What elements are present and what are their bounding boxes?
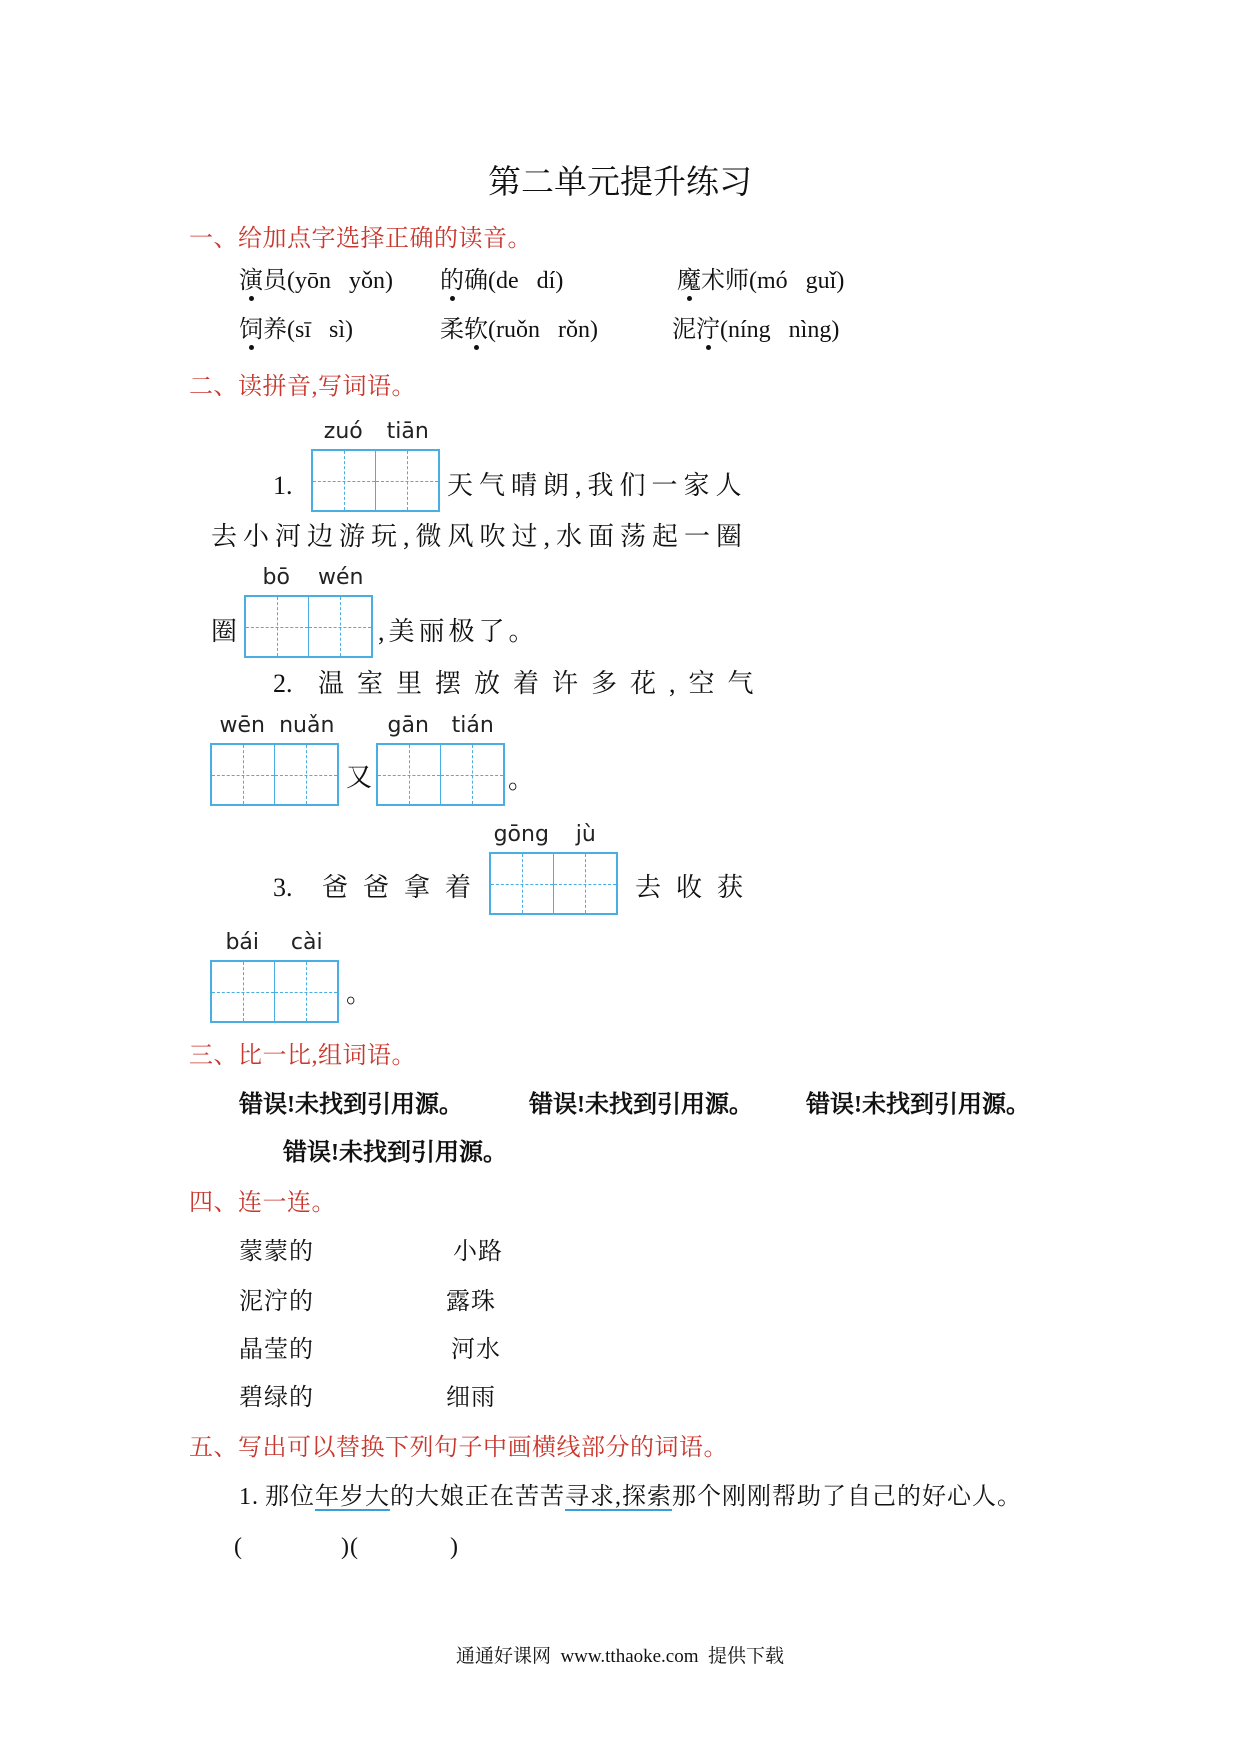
dotted-character: 饲: [239, 317, 263, 343]
writing-cell: [274, 962, 337, 1021]
question-text: ,美丽极了。: [378, 617, 539, 646]
reading-item: [677, 266, 844, 296]
writing-cell: [375, 451, 438, 510]
pinyin-row: [210, 713, 339, 739]
writing-grid: [376, 713, 505, 806]
question-text: 去收获: [635, 873, 759, 902]
dotted-character: 魔: [677, 268, 701, 294]
question-number: 3.: [273, 873, 293, 902]
pinyin-syllable: jù: [575, 822, 596, 847]
pinyin-syllable: wén: [318, 565, 364, 590]
question-number: 1.: [273, 471, 293, 500]
pinyin-row: [311, 419, 440, 445]
pinyin-syllable: cài: [290, 930, 323, 955]
pinyin-options: (mó guǐ): [749, 268, 845, 294]
word-start: 泥: [672, 317, 696, 343]
question-text: 爸爸拿着: [322, 873, 487, 902]
section-heading-1: 一、给加点字选择正确的读音。: [189, 226, 532, 252]
pinyin-row: [376, 713, 505, 739]
writing-grid: [210, 713, 339, 806]
match-left-item: 晶莹的: [239, 1337, 314, 1363]
match-left-item: 碧绿的: [239, 1385, 314, 1411]
reading-item: [672, 315, 839, 345]
pinyin-syllable: nuǎn: [279, 713, 335, 738]
pinyin-options: (níng nìng): [720, 317, 840, 343]
pinyin-syllable: gōng: [493, 822, 549, 847]
word-start: 柔: [440, 317, 464, 343]
word-rest: 术师: [701, 268, 749, 294]
question-number: 2.: [273, 669, 293, 698]
reading-item: [239, 266, 393, 296]
question-text: 去小河边游玩,微风吹过,水面荡起一圈: [211, 522, 749, 551]
pinyin-syllable: bái: [225, 930, 260, 955]
match-left-item: 泥泞的: [239, 1289, 314, 1315]
writing-cell: [440, 745, 503, 804]
pinyin-row: [489, 822, 618, 848]
dotted-character: 的: [440, 268, 464, 294]
question-text: 天气晴朗,我们一家人: [447, 471, 748, 500]
dotted-character: 软: [464, 317, 488, 343]
question-text: 温室里摆放着许多花,空气: [318, 669, 767, 698]
writing-cell: [246, 597, 308, 656]
answer-blanks: ( )( ): [234, 1534, 459, 1560]
reading-item: [440, 266, 563, 296]
dotted-character: 泞: [696, 317, 720, 343]
pinyin-options: (yōn yǒn): [287, 268, 393, 294]
match-right-item: 河水: [451, 1337, 501, 1363]
pinyin-syllable: tiān: [386, 419, 429, 444]
question-text: 圈: [211, 617, 238, 646]
match-right-item: 细雨: [446, 1385, 496, 1411]
pinyin-syllable: zuó: [323, 419, 363, 444]
section-heading-3: 三、比一比,组词语。: [189, 1043, 416, 1069]
pinyin-row: [244, 565, 373, 591]
reading-item: [239, 315, 353, 345]
writing-grid: [489, 822, 618, 915]
writing-cell: [378, 745, 440, 804]
page-footer: 通通好课网 www.tthaoke.com 提供下载: [455, 1646, 785, 1667]
match-left-item: 蒙蒙的: [239, 1239, 314, 1265]
writing-cell: [313, 451, 375, 510]
section-heading-4: 四、连一连。: [189, 1190, 336, 1216]
reading-item: [440, 315, 598, 345]
error-reference-text: 错误!未找到引用源。: [239, 1092, 463, 1118]
writing-cell: [308, 597, 371, 656]
error-reference-text: 错误!未找到引用源。: [283, 1140, 507, 1166]
pinyin-syllable: bō: [262, 565, 290, 590]
match-right-item: 露珠: [446, 1289, 496, 1315]
writing-cell: [491, 854, 553, 913]
writing-cell: [553, 854, 616, 913]
word-rest: 养: [263, 317, 287, 343]
pinyin-syllable: gān: [387, 713, 429, 738]
word-rest: 确: [464, 268, 488, 294]
question-number: 1.: [239, 1484, 259, 1510]
error-reference-text: 错误!未找到引用源。: [529, 1092, 753, 1118]
page-title: 第二单元提升练习: [488, 165, 752, 201]
pinyin-options: (de dí): [488, 268, 564, 294]
sentence-text: 那个刚刚帮助了自己的好心人。: [672, 1484, 1022, 1510]
pinyin-syllable: tián: [451, 713, 494, 738]
sentence-end-mark: 。: [508, 765, 535, 794]
pinyin-syllable: wēn: [219, 713, 265, 738]
writing-grid: [210, 930, 339, 1023]
writing-cell: [212, 962, 274, 1021]
writing-cell: [212, 745, 274, 804]
connector-word: 又: [346, 763, 373, 792]
replacement-sentence: [239, 1482, 1022, 1512]
error-reference-text: 错误!未找到引用源。: [806, 1092, 1030, 1118]
sentence-text: 的大娘正在苦苦: [390, 1484, 565, 1510]
writing-grid: [311, 419, 440, 512]
pinyin-row: [210, 930, 339, 956]
dotted-character: 演: [239, 268, 263, 294]
underlined-phrase: 寻求,探索: [565, 1484, 672, 1510]
match-right-item: 小路: [453, 1239, 503, 1265]
word-rest: 员: [263, 268, 287, 294]
writing-cell: [274, 745, 337, 804]
pinyin-options: (ruǒn rǒn): [488, 317, 598, 343]
section-heading-2: 二、读拼音,写词语。: [189, 374, 416, 400]
sentence-text: 那位: [265, 1484, 315, 1510]
writing-grid: [244, 565, 373, 658]
sentence-end-mark: 。: [346, 979, 373, 1008]
underlined-phrase: 年岁大: [315, 1484, 390, 1510]
section-heading-5: 五、写出可以替换下列句子中画横线部分的词语。: [189, 1435, 728, 1461]
pinyin-options: (sī sì): [287, 317, 353, 343]
